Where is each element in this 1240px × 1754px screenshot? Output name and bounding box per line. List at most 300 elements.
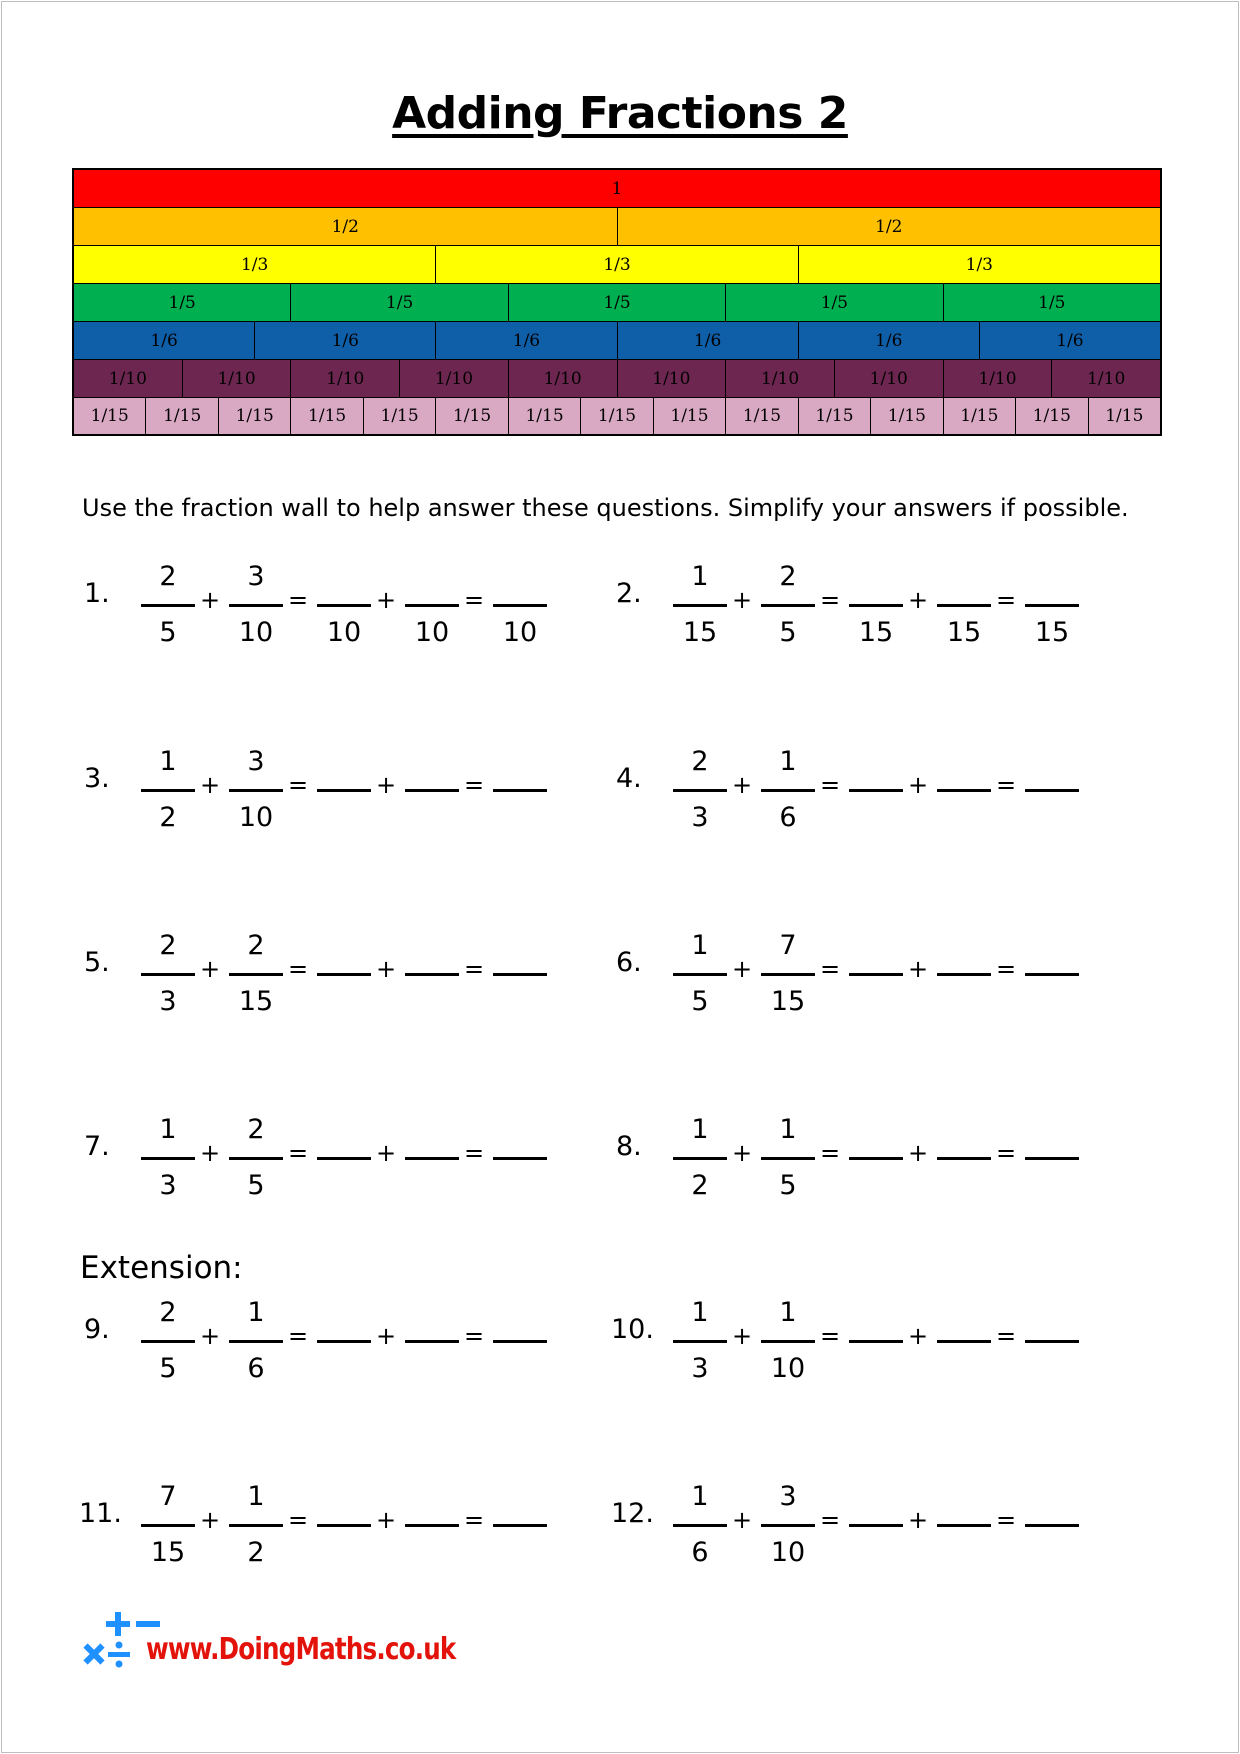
equals-sign: =: [463, 1506, 485, 1534]
plus-sign: +: [731, 1506, 753, 1534]
numerator: 1: [691, 561, 709, 592]
page-title: Adding Fractions 2: [392, 88, 848, 139]
fraction-wall-cell: 1/15: [219, 398, 291, 434]
numerator: [937, 929, 991, 963]
equals-sign: =: [287, 771, 309, 799]
plus-sign: +: [907, 955, 929, 983]
denominator: [493, 801, 547, 835]
numerator: [317, 929, 371, 963]
denominator: 15: [770, 986, 806, 1017]
denominator: 10: [238, 802, 274, 833]
numerator: [317, 1296, 371, 1330]
denominator: [937, 801, 991, 835]
numerator: 1: [691, 1114, 709, 1145]
fraction-wall-cell: 1/15: [509, 398, 581, 434]
equals-sign: =: [287, 1322, 309, 1350]
numerator: 2: [247, 930, 265, 961]
numerator: [405, 1296, 459, 1330]
plus-sign: +: [199, 1506, 221, 1534]
fraction-wall-cell: 1/3: [799, 246, 1160, 283]
fraction-bar: [141, 973, 195, 976]
fraction-bar: [141, 604, 195, 607]
numerator: [937, 1480, 991, 1514]
numerator: [849, 560, 903, 594]
fraction-bar: [405, 973, 459, 976]
question: [614, 745, 1134, 845]
plus-sign: +: [907, 586, 929, 614]
logo-text: www.DoingMaths.co.uk: [146, 1632, 456, 1667]
fraction-wall-cell: 1/6: [618, 322, 799, 359]
denominator: [493, 985, 547, 1019]
equals-sign: =: [995, 1506, 1017, 1534]
fraction-bar: [1025, 1340, 1079, 1343]
equals-sign: =: [287, 1139, 309, 1167]
denominator: [937, 1169, 991, 1203]
fraction-wall-row: [74, 208, 1160, 246]
fraction-wall-cell: 1/10: [618, 360, 727, 397]
plus-sign: +: [375, 586, 397, 614]
denominator: [405, 985, 459, 1019]
fraction-wall-cell: 1/15: [726, 398, 798, 434]
fraction-wall-cell: 1/2: [74, 208, 618, 245]
fraction-wall-cell: 1/5: [726, 284, 943, 321]
denominator: 5: [691, 986, 709, 1017]
denominator: [1025, 985, 1079, 1019]
denominator: [937, 985, 991, 1019]
numerator: 1: [691, 930, 709, 961]
fraction-bar: [937, 789, 991, 792]
numerator: 1: [779, 1114, 797, 1145]
plus-sign: +: [731, 1139, 753, 1167]
fraction-bar: [937, 604, 991, 607]
plus-sign: +: [731, 955, 753, 983]
fraction-bar: [1025, 973, 1079, 976]
plus-sign: +: [907, 1506, 929, 1534]
fraction-wall-cell: 1/2: [618, 208, 1161, 245]
equals-sign: =: [463, 955, 485, 983]
numerator: [405, 1113, 459, 1147]
denominator: [493, 1169, 547, 1203]
fraction-wall-cell: 1/15: [871, 398, 943, 434]
fraction-wall-cell: 1/6: [255, 322, 436, 359]
denominator: 15: [946, 617, 982, 648]
denominator: [1025, 801, 1079, 835]
numerator: [1025, 560, 1079, 594]
denominator: [1025, 1536, 1079, 1570]
numerator: [493, 929, 547, 963]
fraction-bar: [1025, 1524, 1079, 1527]
fraction-wall-cell: 1/6: [799, 322, 980, 359]
question: [614, 1113, 1134, 1213]
numerator: 1: [247, 1481, 265, 1512]
numerator: 1: [247, 1297, 265, 1328]
numerator: [1025, 1296, 1079, 1330]
numerator: 3: [247, 746, 265, 777]
fraction-wall-cell: 1/15: [74, 398, 146, 434]
fraction-wall-row: [74, 360, 1160, 398]
fraction-wall-cell: 1/10: [291, 360, 400, 397]
numerator: [317, 1113, 371, 1147]
question-number: 12.: [611, 1498, 654, 1529]
fraction-bar: [229, 1340, 283, 1343]
numerator: [405, 745, 459, 779]
fraction-bar: [405, 1340, 459, 1343]
plus-sign: +: [731, 771, 753, 799]
numerator: [405, 1480, 459, 1514]
fraction-wall-cell: 1/3: [436, 246, 798, 283]
plus-sign: +: [375, 1322, 397, 1350]
plus-sign: +: [199, 586, 221, 614]
denominator: 15: [238, 986, 274, 1017]
equals-sign: =: [995, 586, 1017, 614]
question-number: 10.: [611, 1314, 654, 1345]
fraction-bar: [493, 604, 547, 607]
fraction-wall-cell: 1/5: [291, 284, 508, 321]
plus-sign: +: [907, 771, 929, 799]
equals-sign: =: [463, 1322, 485, 1350]
fraction-wall-cell: 1/15: [581, 398, 653, 434]
fraction-bar: [937, 1340, 991, 1343]
denominator: [405, 1536, 459, 1570]
numerator: 1: [159, 746, 177, 777]
fraction-bar: [673, 1524, 727, 1527]
fraction-wall-cell: 1/10: [726, 360, 835, 397]
denominator: [317, 1169, 371, 1203]
numerator: 2: [247, 1114, 265, 1145]
fraction-wall-cell: 1/15: [944, 398, 1016, 434]
fraction-bar: [317, 789, 371, 792]
fraction-bar: [761, 973, 815, 976]
fraction-bar: [849, 789, 903, 792]
denominator: 6: [779, 802, 797, 833]
numerator: 1: [159, 1114, 177, 1145]
numerator: 7: [779, 930, 797, 961]
fraction-wall-cell: 1/15: [436, 398, 508, 434]
equals-sign: =: [287, 1506, 309, 1534]
fraction-bar: [405, 604, 459, 607]
numerator: [493, 1113, 547, 1147]
fraction-bar: [405, 1524, 459, 1527]
question-number: 3.: [84, 763, 110, 794]
plus-sign: +: [199, 955, 221, 983]
fraction-bar: [1025, 1157, 1079, 1160]
denominator: 3: [691, 1353, 709, 1384]
numerator: [405, 929, 459, 963]
denominator: [317, 1352, 371, 1386]
instructions: Use the fraction wall to help answer these questions. Simplify your answers if possible.: [82, 494, 1129, 522]
question: [79, 1480, 602, 1580]
equals-sign: =: [995, 1322, 1017, 1350]
denominator: [849, 801, 903, 835]
numerator: 2: [159, 930, 177, 961]
fraction-wall: [72, 168, 1162, 436]
plus-sign: +: [199, 1139, 221, 1167]
denominator: 6: [247, 1353, 265, 1384]
question-number: 11.: [79, 1498, 122, 1529]
fraction-bar: [673, 973, 727, 976]
denominator: 3: [159, 1170, 177, 1201]
numerator: 2: [159, 561, 177, 592]
denominator: [937, 1536, 991, 1570]
fraction-wall-row: [74, 246, 1160, 284]
plus-sign: +: [731, 586, 753, 614]
question: [82, 560, 602, 660]
equals-sign: =: [819, 1139, 841, 1167]
fraction-wall-cell: 1: [74, 170, 1160, 207]
fraction-bar: [317, 973, 371, 976]
fraction-wall-cell: 1/6: [980, 322, 1160, 359]
numerator: [1025, 745, 1079, 779]
denominator: 15: [150, 1537, 186, 1568]
fraction-bar: [761, 604, 815, 607]
denominator: 10: [770, 1353, 806, 1384]
denominator: 10: [414, 617, 450, 648]
fraction-bar: [1025, 789, 1079, 792]
numerator: [1025, 1480, 1079, 1514]
fraction-wall-cell: 1/15: [146, 398, 218, 434]
fraction-wall-cell: 1/15: [1089, 398, 1160, 434]
fraction-bar: [673, 1157, 727, 1160]
fraction-wall-cell: 1/6: [74, 322, 255, 359]
equals-sign: =: [995, 771, 1017, 799]
fraction-bar: [405, 1157, 459, 1160]
plus-sign: +: [907, 1322, 929, 1350]
fraction-bar: [493, 1524, 547, 1527]
fraction-wall-row: [74, 398, 1160, 434]
denominator: 5: [779, 1170, 797, 1201]
fraction-bar: [673, 604, 727, 607]
numerator: 1: [779, 746, 797, 777]
numerator: [493, 745, 547, 779]
fraction-wall-cell: 1/6: [436, 322, 617, 359]
question-number: 2.: [616, 578, 642, 609]
fraction-bar: [229, 789, 283, 792]
fraction-bar: [493, 789, 547, 792]
denominator: 10: [326, 617, 362, 648]
denominator: 15: [1034, 617, 1070, 648]
fraction-wall-cell: 1/5: [944, 284, 1160, 321]
numerator: [405, 560, 459, 594]
denominator: [493, 1352, 547, 1386]
denominator: 5: [247, 1170, 265, 1201]
denominator: [849, 1536, 903, 1570]
fraction-bar: [317, 1340, 371, 1343]
denominator: [493, 1536, 547, 1570]
fraction-wall-cell: 1/15: [654, 398, 726, 434]
fraction-bar: [229, 604, 283, 607]
fraction-bar: [141, 1340, 195, 1343]
fraction-wall-cell: 1/10: [944, 360, 1053, 397]
fraction-wall-cell: 1/10: [835, 360, 944, 397]
fraction-wall-cell: 1/15: [1016, 398, 1088, 434]
fraction-bar: [317, 604, 371, 607]
numerator: [1025, 1113, 1079, 1147]
denominator: [317, 1536, 371, 1570]
denominator: 3: [691, 802, 709, 833]
fraction-bar: [673, 1340, 727, 1343]
fraction-wall-cell: 1/10: [183, 360, 292, 397]
numerator: [849, 1113, 903, 1147]
question: [611, 1480, 1134, 1580]
numerator: [1025, 929, 1079, 963]
equals-sign: =: [287, 586, 309, 614]
equals-sign: =: [463, 771, 485, 799]
fraction-bar: [141, 1524, 195, 1527]
fraction-wall-cell: 1/10: [74, 360, 183, 397]
question-number: 5.: [84, 947, 110, 978]
fraction-bar: [493, 1157, 547, 1160]
fraction-bar: [141, 1157, 195, 1160]
numerator: 1: [779, 1297, 797, 1328]
plus-sign: +: [375, 955, 397, 983]
question-number: 9.: [84, 1314, 110, 1345]
denominator: [849, 1352, 903, 1386]
numerator: [849, 1480, 903, 1514]
denominator: 15: [858, 617, 894, 648]
question: [82, 929, 602, 1029]
denominator: 10: [770, 1537, 806, 1568]
equals-sign: =: [463, 1139, 485, 1167]
question-number: 1.: [84, 578, 110, 609]
fraction-wall-cell: 1/10: [400, 360, 509, 397]
equals-sign: =: [819, 771, 841, 799]
fraction-bar: [317, 1157, 371, 1160]
denominator: 5: [779, 617, 797, 648]
question-number: 8.: [616, 1131, 642, 1162]
numerator: [493, 1480, 547, 1514]
fraction-wall-cell: 1/10: [509, 360, 618, 397]
fraction-bar: [849, 1340, 903, 1343]
denominator: 2: [159, 802, 177, 833]
numerator: 3: [779, 1481, 797, 1512]
denominator: [317, 985, 371, 1019]
question-number: 4.: [616, 763, 642, 794]
fraction-bar: [849, 1524, 903, 1527]
fraction-bar: [849, 604, 903, 607]
denominator: [405, 801, 459, 835]
numerator: 1: [691, 1481, 709, 1512]
denominator: 10: [502, 617, 538, 648]
plus-sign: +: [375, 771, 397, 799]
plus-sign: +: [375, 1506, 397, 1534]
fraction-wall-cell: 1/5: [509, 284, 726, 321]
denominator: 2: [247, 1537, 265, 1568]
denominator: 5: [159, 617, 177, 648]
fraction-wall-row: [74, 170, 1160, 208]
question-number: 6.: [616, 947, 642, 978]
fraction-bar: [849, 973, 903, 976]
numerator: 2: [159, 1297, 177, 1328]
fraction-wall-cell: 1/15: [291, 398, 363, 434]
equals-sign: =: [995, 1139, 1017, 1167]
fraction-bar: [1025, 604, 1079, 607]
denominator: [849, 1169, 903, 1203]
fraction-wall-row: [74, 284, 1160, 322]
equals-sign: =: [463, 586, 485, 614]
numerator: [493, 560, 547, 594]
denominator: [937, 1352, 991, 1386]
numerator: 2: [779, 561, 797, 592]
denominator: 3: [159, 986, 177, 1017]
equals-sign: =: [819, 586, 841, 614]
extension-heading: Extension:: [80, 1250, 243, 1286]
question: [82, 1296, 602, 1396]
fraction-wall-cell: 1/15: [799, 398, 871, 434]
equals-sign: =: [819, 1322, 841, 1350]
fraction-bar: [141, 789, 195, 792]
numerator: 1: [691, 1297, 709, 1328]
numerator: [849, 745, 903, 779]
denominator: 6: [691, 1537, 709, 1568]
numerator: 2: [691, 746, 709, 777]
numerator: [937, 1113, 991, 1147]
fraction-bar: [673, 789, 727, 792]
numerator: [849, 1296, 903, 1330]
fraction-bar: [761, 789, 815, 792]
plus-sign: +: [731, 1322, 753, 1350]
numerator: [317, 560, 371, 594]
denominator: [1025, 1169, 1079, 1203]
denominator: [405, 1352, 459, 1386]
numerator: 7: [159, 1481, 177, 1512]
fraction-wall-cell: 1/15: [364, 398, 436, 434]
fraction-wall-row: [74, 322, 1160, 360]
fraction-bar: [937, 973, 991, 976]
fraction-bar: [493, 1340, 547, 1343]
plus-sign: +: [199, 1322, 221, 1350]
fraction-bar: [493, 973, 547, 976]
numerator: [849, 929, 903, 963]
question: [614, 560, 1134, 660]
fraction-bar: [761, 1340, 815, 1343]
denominator: 5: [159, 1353, 177, 1384]
fraction-bar: [937, 1524, 991, 1527]
fraction-wall-cell: 1/3: [74, 246, 436, 283]
equals-sign: =: [287, 955, 309, 983]
equals-sign: =: [995, 955, 1017, 983]
question: [82, 1113, 602, 1213]
equals-sign: =: [819, 1506, 841, 1534]
denominator: [405, 1169, 459, 1203]
fraction-bar: [761, 1157, 815, 1160]
plus-sign: +: [375, 1139, 397, 1167]
equals-sign: =: [819, 955, 841, 983]
fraction-bar: [849, 1157, 903, 1160]
fraction-wall-cell: 1/5: [74, 284, 291, 321]
numerator: 3: [247, 561, 265, 592]
question: [611, 1296, 1134, 1396]
fraction-bar: [229, 1524, 283, 1527]
fraction-bar: [405, 789, 459, 792]
plus-sign: +: [907, 1139, 929, 1167]
question-number: 7.: [84, 1131, 110, 1162]
numerator: [317, 745, 371, 779]
denominator: [317, 801, 371, 835]
denominator: [849, 985, 903, 1019]
numerator: [493, 1296, 547, 1330]
fraction-bar: [937, 1157, 991, 1160]
numerator: [937, 1296, 991, 1330]
numerator: [937, 560, 991, 594]
fraction-bar: [229, 1157, 283, 1160]
denominator: 10: [238, 617, 274, 648]
question: [82, 745, 602, 845]
denominator: [1025, 1352, 1079, 1386]
numerator: [317, 1480, 371, 1514]
fraction-wall-cell: 1/10: [1052, 360, 1160, 397]
numerator: [937, 745, 991, 779]
denominator: 15: [682, 617, 718, 648]
